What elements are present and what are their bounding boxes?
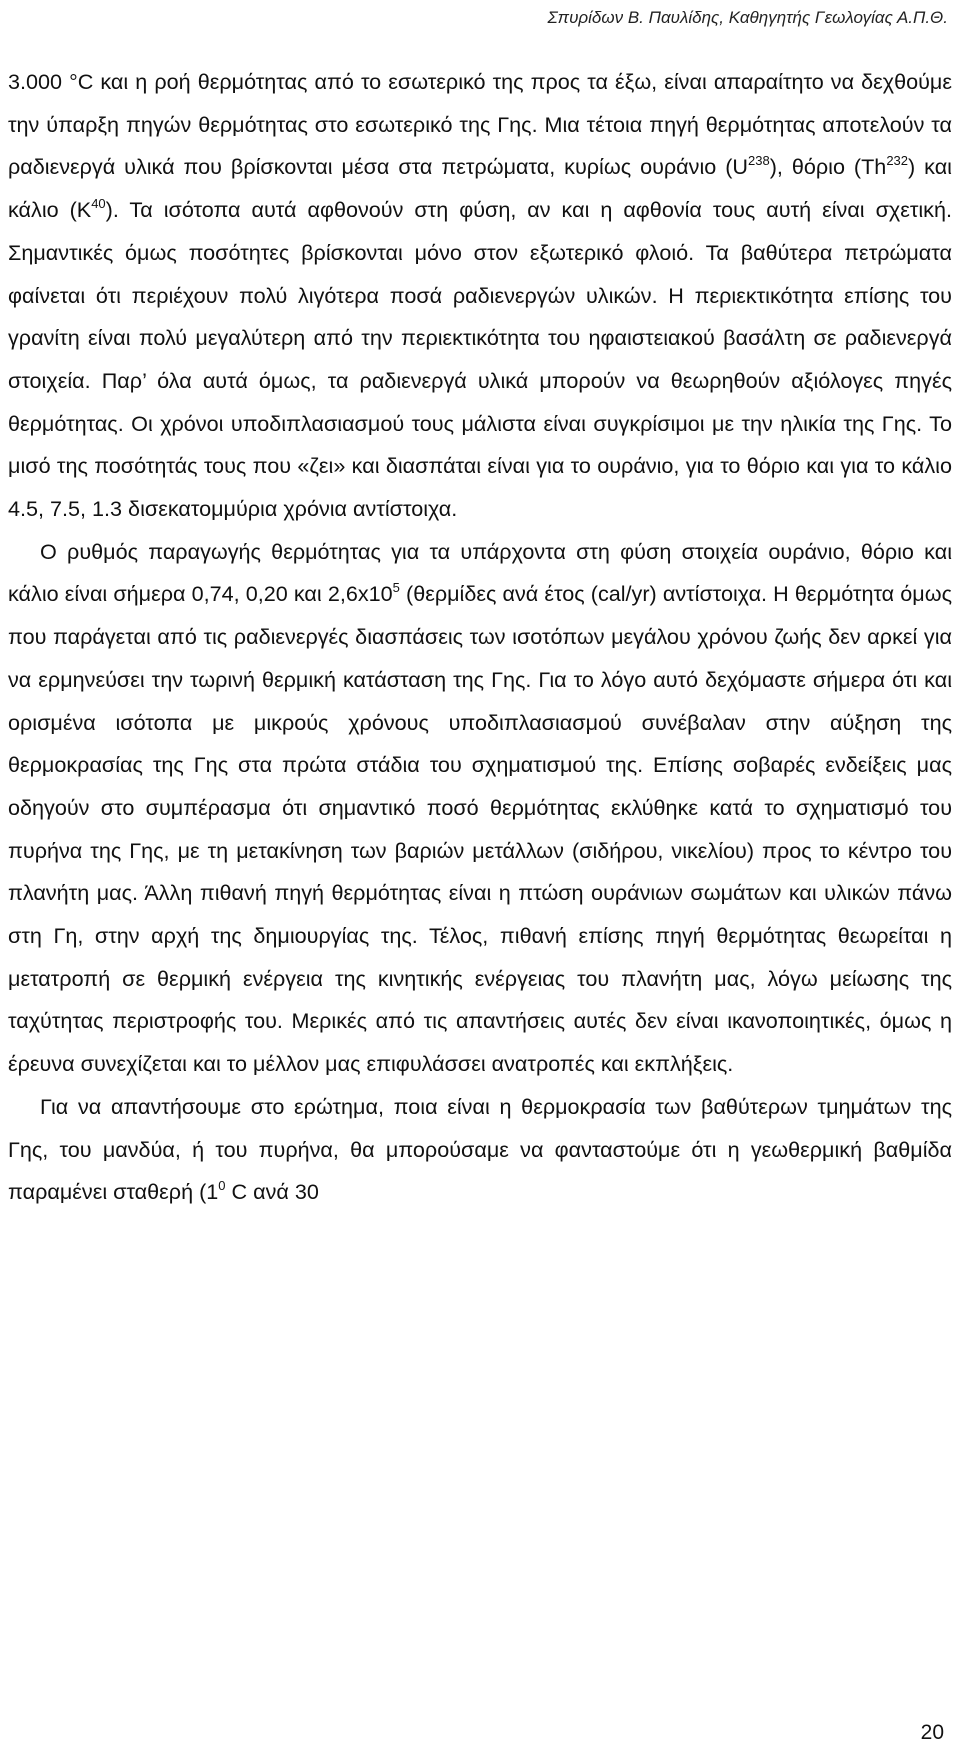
paragraph-heat-production bbox=[8, 531, 952, 1086]
superscript: 232 bbox=[886, 153, 909, 169]
superscript: 40 bbox=[91, 196, 106, 212]
page-number: 20 bbox=[920, 1721, 944, 1744]
paragraph-text: ). Τα ισότοπα αυτά αφθονούν στη φύση, αν και η αφθονία τους αυτή είναι σχετική. Σημαντικές όμως ποσότητες βρίσκονται μόνο στον εξωτερικό φλοιό. Τα βαθύτερα πετρώματα φαίνεται ότι περιέχουν πολύ λιγότερα ποσά ραδιενεργών υλικών. Η περιεκτικότητα επίσης του γρανίτη είναι πολύ μεγαλύτερη από την περιεκτικότητα του ηφαιστειακού βασάλτη σε ραδιενεργά στοιχεία. Παρ’ όλα αυτά όμως, τα ραδιενεργά υλικά μπορούν να θεωρηθούν αξιόλογες πηγές θερμότητας. Οι χρόνοι υποδιπλασιασμού τους μάλιστα είναι συγκρίσιμοι με την ηλικία της Γης. Το μισό της ποσότητάς τους που «ζει» και διασπάται είναι για το ουράνιο, για το θόριο και για το κάλιο 4.5, 7.5, 1.3 δισεκατομμύρια χρόνια αντίστοιχα. bbox=[8, 197, 952, 522]
running-header: Σπυρίδων Β. Παυλίδης, Καθηγητής Γεωλογίας Α.Π.Θ. bbox=[547, 8, 948, 27]
paragraph-text: Ο ρυθμός παραγωγής θερμότητας για τα υπάρχοντα στη φύση στοιχεία ουράνιο, θόριο και κάλιο είναι σήμερα 0,74, 0,20 και 2,6x10 bbox=[8, 538, 952, 607]
paragraph-deep-temperature bbox=[8, 1086, 952, 1214]
paragraph-text: Για να απαντήσουμε στο ερώτημα, ποια είναι η θερμοκρασία των βαθύτερων τμημάτων της Γης, του μανδύα, ή του πυρήνα, θα μπορούσαμε να φανταστούμε ότι η γεωθερμική βαθμίδα παραμένει σταθερή (1 bbox=[8, 1093, 952, 1205]
superscript: 238 bbox=[748, 153, 770, 169]
paragraph-text: ) και κάλιο (K bbox=[8, 154, 952, 223]
paragraph-text: 3.000 °C και η ροή θερμότητας από το εσωτερικό της προς τα έξω, είναι απαραίτητο να δεχθούμε την ύπαρξη πηγών θερμότητας στο εσωτερικό της Γης. Μια τέτοια πηγή θερμότητας αποτελούν τα ραδιενεργά υλικά που βρίσκονται μέσα στα πετρώματα, κυρίως ουράνιο (U bbox=[8, 69, 952, 180]
paragraph-text: C ανά 30 bbox=[225, 1179, 319, 1205]
superscript: 5 bbox=[392, 580, 400, 596]
paragraph-text: ), θόριο (Th bbox=[769, 154, 887, 180]
paragraph-text: (θερμίδες ανά έτος (cal/yr) αντίστοιχα. Η θερμότητα όμως που παράγεται από τις ραδιενεργές διασπάσεις των ισοτόπων μεγάλου χρόνου ζωής δεν αρκεί για να ερμηνεύσει την τωρινή θερμική κατάσταση της Γης. Για το λόγο αυτό δεχόμαστε σήμερα ότι και ορισμένα ισότοπα με μικρούς χρόνους υποδιπλασιασμού συνέβαλαν στην αύξηση της θερμοκρασίας της Γης στα πρώτα στάδια του σχηματισμού της. Επίσης σοβαρές ενδείξεις μας οδηγούν στο συμπέρασμα ότι σημαντικό ποσό θερμότητας εκλύθηκε κατά το σχηματισμό του πυρήνα της Γης, με τη μετακίνηση των βαριών μετάλλων (σιδήρου, νικελίου) προς το κέντρο του πλανήτη μας. Άλλη πιθανή πηγή θερμότητας είναι η πτώση ουράνιων σωμάτων και υλικών πάνω στη Γη, στην αρχή της δημιουργίας της. Τέλος, πιθανή επίσης πηγή θερμότητας θεωρείται η μετατροπή σε θερμική ενέργεια της κινητικής ενέργειας του πλανήτη μας, λόγω μείωσης της ταχύτητας περιστροφής του. Μερικές από τις απαντήσεις αυτές δεν είναι ικανοποιητικές, όμως η έρευνα συνεχίζεται και το μέλλον μας επιφυλάσσει ανατροπές και εκπλήξεις. bbox=[8, 581, 952, 1077]
paragraph-radioactive-sources bbox=[8, 61, 952, 531]
document-body bbox=[8, 61, 952, 1214]
superscript: 0 bbox=[218, 1178, 226, 1194]
